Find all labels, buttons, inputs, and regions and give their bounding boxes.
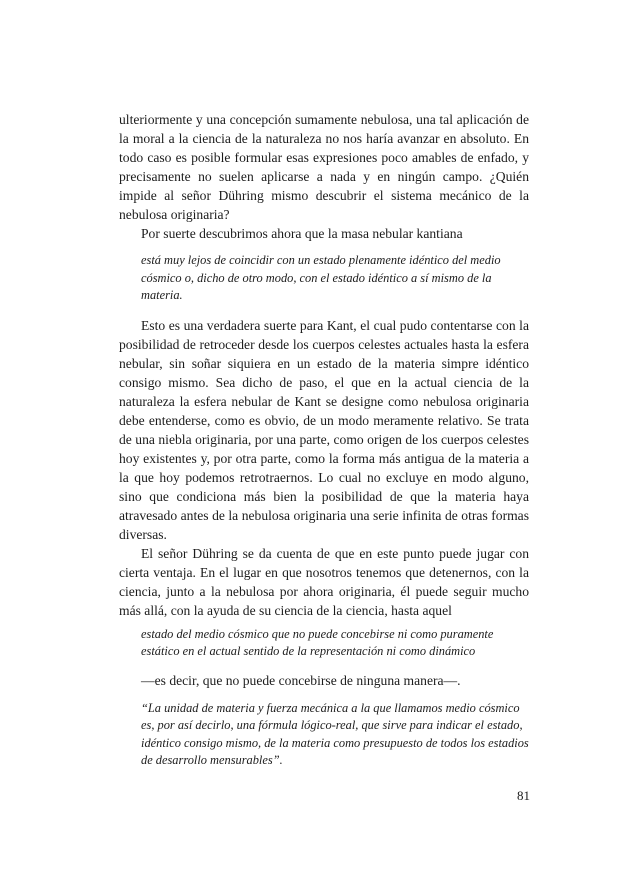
paragraph-4: El señor Dühring se da cuenta de que en este punto puede jugar con cierta ventaja. En el lugar en que nosotros tenemos que detenernos, con la ciencia, junto a la nebulosa por ahora originaria, él puede seguir mucho más allá, con la ayuda de su ciencia de la ciencia, hasta aquel xyxy=(119,545,529,618)
paragraph-1: ulteriormente y una concepción sumamente nebulosa, una tal aplicación de la moral a la ciencia de la naturaleza no nos haría avanzar en absoluto. En todo caso es posible formular esas expresiones poco amables de enfado, y precisamente no suelen aplicarse a nada y en ningún campo. ¿Quién impide al señor Dühring mismo descubrir el sistema mecánico de la nebulosa originaria? xyxy=(119,112,529,222)
paragraph-5: —es decir, que no puede concebirse de ninguna manera—. xyxy=(141,672,461,688)
paragraph-2: Por suerte descubrimos ahora que la masa nebular kantiana xyxy=(141,226,463,241)
page-number: 81 xyxy=(517,788,530,803)
block-quote-2: estado del medio cósmico que no puede concebirse ni como puramente estático en el actual sentido de la representación ni como dinámico xyxy=(141,626,494,658)
paragraph-3: Esto es una verdadera suerte para Kant, el cual pudo contentarse con la posibilidad de retroceder desde los cuerpos celestes actuales hasta la esfera nebular, sin soñar siquiera en un estado de la materia simpre idéntico consigo mismo. Sea dicho de paso, el que en la actual ciencia de la naturaleza la esfera nebular de Kant se designe como nebulosa originaria debe entenderse, como es obvio, de un modo meramente relativo. Se trata de una niebla originaria, por una parte, como origen de los cuerpos celestes hoy existentes y, por otra parte, como la forma más antigua de la materia a la que hoy podemos retrotraernos. Lo cual no excluye en modo alguno, sino que condiciona más bien la posibilidad de que la materia haya atravesado antes de la nebulosa originaria una serie infinita de otras formas diversas. xyxy=(119,317,529,542)
body-text xyxy=(119,110,529,770)
block-quote-3: “La unidad de materia y fuerza mecánica a la que llamamos medio cósmico es, por así decirlo, una fórmula lógico-real, que sirve para indicar el estado, idéntico consigo mismo, de la materia como presupuesto de todos los estadios de desarrollo mensurables”. xyxy=(141,700,529,767)
block-quote-1: está muy lejos de coincidir con un estado plenamente idéntico del medio cósmico o, dicho de otro modo, con el estado idéntico a sí mismo de la materia. xyxy=(141,253,501,302)
